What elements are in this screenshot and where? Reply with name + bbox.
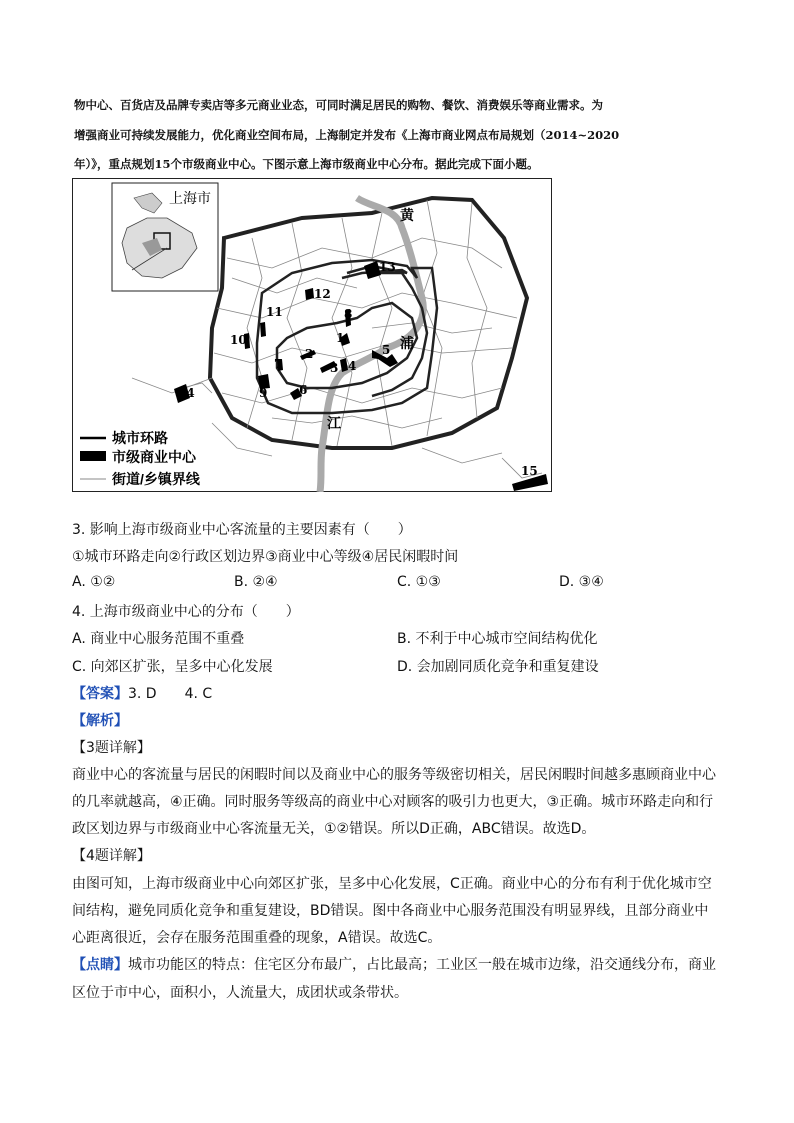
center-number-4: 4	[348, 359, 357, 373]
analysis-tag: 【解析】	[72, 713, 128, 729]
tip-text-1: 城市功能区的特点：住宅区分布最广，占比最高；工业区一般在城市边缘，沿交通线分布，商业	[128, 957, 716, 973]
q4-option-d[interactable]: D. 会加剧同质化竞争和重复建设	[397, 659, 599, 675]
center-number-11: 11	[266, 305, 283, 319]
q3-option-b[interactable]: B. ②④	[234, 574, 278, 590]
legend-ring-road: 城市环路	[112, 430, 168, 446]
q3-option-a[interactable]: A. ①②	[72, 574, 116, 590]
legend-boundary: 街道/乡镇界线	[112, 471, 200, 487]
intro-line-2: 增强商业可持续发展能力，优化商业空间布局，上海制定并发布《上海市商业网点布局规划（2014~2020	[74, 128, 620, 142]
q4-option-c[interactable]: C. 向郊区扩张，呈多中心化发展	[72, 659, 273, 675]
center-number-3: 3	[330, 361, 339, 375]
detail3-line-3: 政区划边界与市级商业中心客流量无关，①②错误。所以D正确，ABC错误。故选D。	[72, 821, 596, 837]
center-number-14: 14	[178, 386, 195, 400]
q3-option-d[interactable]: D. ③④	[559, 574, 604, 590]
center-number-1: 1	[336, 331, 345, 345]
shanghai-commercial-center-map	[72, 178, 552, 492]
answer-line	[72, 683, 212, 703]
q3-items: ①城市环路走向②行政区划边界③商业中心等级④居民闲暇时间	[72, 549, 459, 565]
answer-text: 3. D 4. C	[128, 686, 213, 702]
center-number-8: 8	[344, 307, 353, 321]
q3-stem: 3. 影响上海市级商业中心客流量的主要因素有（ ）	[72, 522, 412, 538]
detail4-line-1: 由图可知，上海市级商业中心向郊区扩张，呈多中心化发展，C正确。商业中心的分布有利于优化城市空	[72, 876, 712, 892]
center-number-13: 13	[379, 260, 396, 274]
intro-line-1: 物中心、百货店及品牌专卖店等多元商业业态，可同时满足居民的购物、餐饮、消费娱乐等商业需求。为	[74, 98, 603, 112]
river-char-3: 江	[327, 415, 341, 431]
q4-option-b[interactable]: B. 不利于中心城市空间结构优化	[397, 631, 598, 647]
center-mark-11	[260, 322, 266, 337]
q4-option-a[interactable]: A. 商业中心服务范围不重叠	[72, 631, 245, 647]
center-number-7: 7	[274, 357, 283, 371]
center-number-6: 6	[299, 383, 308, 397]
river-char-1: 黄	[400, 207, 414, 223]
detail4-line-2: 间结构，避免同质化竞争和重复建设，BD错误。图中各商业中心服务范围没有明显界线，且部分商业中	[72, 903, 709, 919]
center-number-5: 5	[382, 343, 391, 357]
river-char-2: 浦	[400, 335, 414, 351]
detail3-heading: 【3题详解】	[72, 740, 151, 756]
q3-option-c[interactable]: C. ①③	[397, 574, 441, 590]
center-number-12: 12	[314, 287, 331, 301]
answer-tag: 【答案】	[72, 686, 128, 702]
center-number-10: 10	[230, 333, 247, 347]
detail4-line-3: 心距离很近，会存在服务范围重叠的现象，A错误。故选C。	[72, 930, 442, 946]
center-number-15: 15	[521, 464, 538, 478]
tip-line-1	[72, 954, 716, 974]
detail3-line-2: 的几率就越高，④正确。同时服务等级高的商业中心对顾客的吸引力也更大，③正确。城市环路走向和行	[72, 794, 714, 810]
tip-line-2: 区位于市中心，面积小，人流量大，成团状或条带状。	[72, 985, 408, 1001]
legend-commercial-center: 市级商业中心	[112, 449, 196, 465]
center-number-2: 2	[305, 347, 314, 361]
detail3-line-1: 商业中心的客流量与居民的闲暇时间以及商业中心的服务等级密切相关，居民闲暇时间越多惠顾商业中心	[72, 767, 716, 783]
center-mark-12	[305, 288, 314, 300]
q4-stem: 4. 上海市级商业中心的分布（ ）	[72, 604, 300, 620]
center-number-9: 9	[259, 386, 268, 400]
intro-line-3: 年）》，重点规划15个市级商业中心。下图示意上海市级商业中心分布。据此完成下面小题。	[74, 157, 539, 171]
tip-tag: 【点睛】	[72, 957, 128, 973]
detail4-heading: 【4题详解】	[72, 848, 151, 864]
inset-label: 上海市	[169, 190, 211, 206]
